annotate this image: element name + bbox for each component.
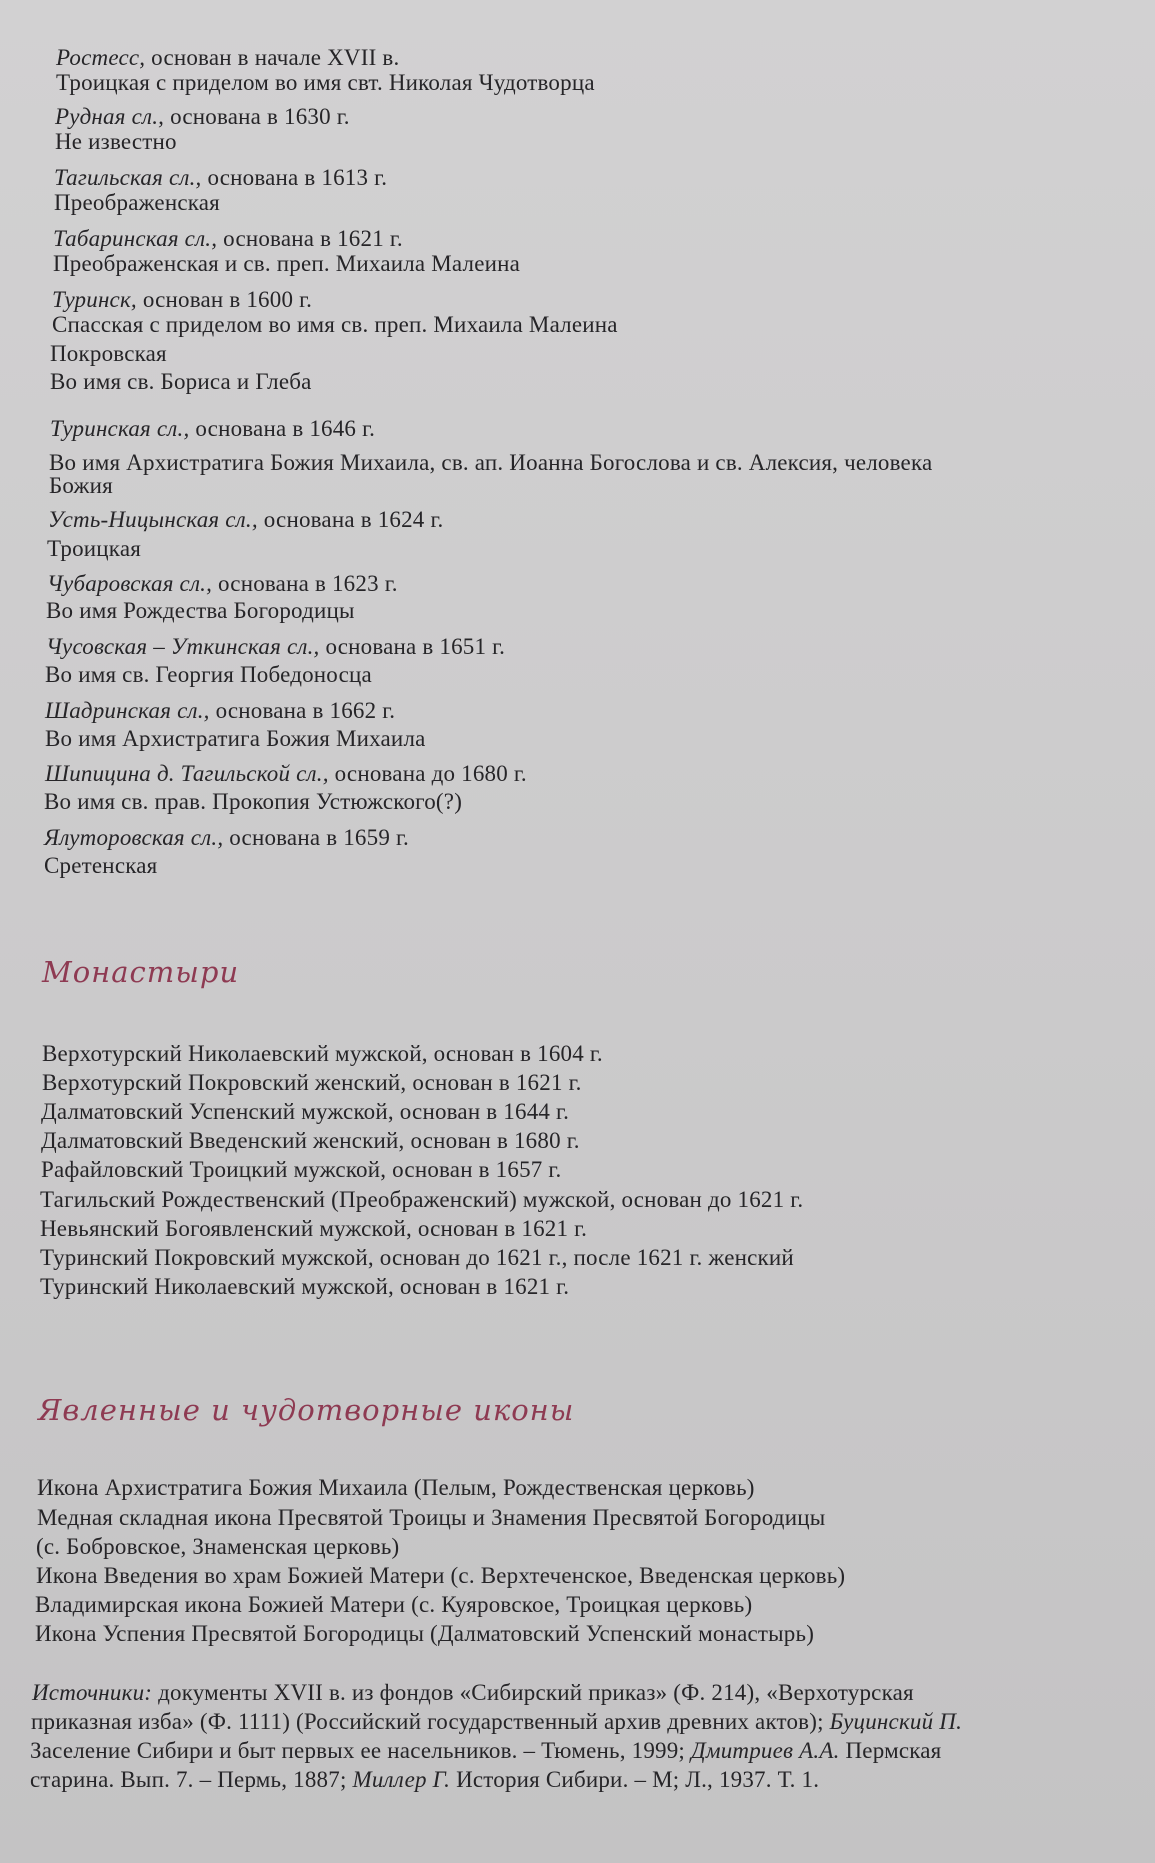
settlement-founded: основана в 1651 г. (325, 634, 506, 659)
settlement-name: Туринская сл., (50, 416, 190, 441)
settlement-header (50, 415, 375, 443)
icon-item: (с. Бобровское, Знаменская церковь) (36, 1534, 400, 1559)
monasteries-heading: Монастыри (42, 955, 240, 989)
settlement-founded: основана в 1659 г. (229, 825, 409, 850)
monastery-item: Невьянский Богоявленский мужской, основан в 1621 г. (40, 1216, 588, 1241)
church-line: Во имя св. Георгия Победоносца (45, 662, 372, 687)
monastery-item: Туринский Покровский мужской, основан до 1621 г., после 1621 г. женский (40, 1245, 794, 1270)
settlement-founded: основан в 1600 г. (142, 287, 313, 312)
settlement-founded: основана до 1680 г. (334, 761, 527, 786)
settlement-header (45, 760, 527, 788)
icon-item: Икона Архистратига Божия Михаила (Пелым, Рождественская церковь) (37, 1475, 755, 1500)
settlement-founded: основана в 1623 г. (218, 571, 398, 596)
monastery-item: Верхотурский Покровский женский, основан в 1621 г. (42, 1070, 582, 1095)
monastery-item: Далматовский Введенский женский, основан в 1680 г. (41, 1128, 580, 1153)
icon-item: Медная складная икона Пресвятой Троицы и Знамения Пресвятой Богородицы (37, 1505, 826, 1530)
settlement-founded: основана в 1646 г. (195, 416, 376, 441)
icon-item: Икона Введения во храм Божией Матери (с. Верхтеченское, Введенская церковь) (36, 1563, 846, 1588)
settlement-name: Чусовская – Уткинская сл., (46, 634, 320, 659)
church-line: Не известно (55, 129, 177, 154)
settlement-founded: основана в 1621 г. (223, 226, 403, 251)
settlement-header (47, 570, 398, 598)
sources-seg: Буцинский П. (829, 1709, 963, 1734)
settlement-name: Усть-Ницынская сл., (48, 507, 258, 532)
icon-item: Икона Успения Пресвятой Богородицы (Далматовский Успенский монастырь) (35, 1621, 815, 1646)
sources-seg: Пермская (839, 1738, 942, 1763)
monastery-item: Рафайловский Троицкий мужской, основан в 1657 г. (41, 1157, 562, 1182)
settlement-name: Ялуторовская сл., (44, 825, 224, 850)
church-line: Преображенская и св. преп. Михаила Малеина (53, 251, 521, 276)
icons-heading: Явленные и чудотворные иконы (38, 1393, 575, 1427)
church-line: Преображенская (54, 190, 220, 215)
settlement-name: Тагильская сл., (54, 165, 202, 190)
church-line: Троицкая с приделом во имя свт. Николая Чудотворца (56, 70, 595, 95)
sources-line (30, 1766, 819, 1794)
settlement-header (55, 103, 350, 131)
church-line: Покровская (50, 341, 167, 366)
settlement-name: Шипицина д. Тагильской сл., (45, 761, 329, 786)
sources-seg: приказная изба» (Ф. 1111) (Российский государственный архив древних актов); (31, 1709, 830, 1734)
church-line: Троицкая (47, 536, 142, 561)
settlement-name: Туринск, (52, 287, 137, 312)
settlement-header (54, 164, 387, 192)
settlement-founded: основана в 1630 г. (170, 104, 350, 129)
settlement-name: Шадринская сл., (45, 698, 210, 723)
sources-line (31, 1708, 962, 1736)
settlement-header (56, 44, 399, 72)
sources-seg: Миллер Г. (352, 1767, 451, 1792)
monastery-item: Верхотурский Николаевский мужской, основан в 1604 г. (42, 1041, 603, 1066)
settlement-name: Табаринская сл., (53, 226, 218, 251)
settlement-header (44, 824, 409, 852)
settlement-name: Чубаровская сл., (47, 571, 213, 596)
sources-seg: История Сибири. – М; Л., 1937. Т. 1. (450, 1767, 820, 1792)
sources-seg: Дмитриев А.А. (690, 1738, 840, 1763)
settlement-header (53, 225, 403, 253)
church-line: Во имя Архистратига Божия Михаила, св. ап. Иоанна Богослова и св. Алексия, человека (49, 450, 933, 475)
sources-seg: старина. Вып. 7. – Пермь, 1887; (30, 1767, 353, 1792)
sources-line (32, 1679, 914, 1707)
settlement-founded: основана в 1624 г. (263, 507, 444, 532)
settlement-header (46, 633, 505, 661)
church-line: Спасская с приделом во имя св. преп. Михаила Малеина (52, 312, 618, 337)
sources-seg: Источники: (32, 1680, 153, 1705)
church-line: Во имя св. прав. Прокопия Устюжского(?) (44, 789, 463, 814)
icon-item: Владимирская икона Божией Матери (с. Куяровское, Троицкая церковь) (35, 1592, 753, 1617)
settlement-founded: основан в начале XVII в. (151, 45, 400, 70)
sources-seg: документы XVII в. из фондов «Сибирский приказ» (Ф. 214), «Верхотурская (152, 1680, 914, 1705)
monastery-item: Далматовский Успенский мужской, основан в 1644 г. (41, 1099, 570, 1124)
settlement-founded: основана в 1613 г. (207, 165, 388, 190)
church-line: Во имя Архистратига Божия Михаила (45, 726, 426, 751)
settlement-header (52, 286, 312, 314)
church-line: Божия (49, 473, 113, 498)
settlement-header (48, 506, 443, 534)
monastery-item: Туринский Николаевский мужской, основан в 1621 г. (40, 1274, 570, 1299)
settlement-founded: основана в 1662 г. (215, 698, 396, 723)
sources-seg: Заселение Сибири и быт первых ее насельников. – Тюмень, 1999; (30, 1738, 691, 1763)
church-line: Во имя Рождества Богородицы (46, 598, 355, 623)
church-line: Во имя св. Бориса и Глеба (50, 369, 312, 394)
church-line: Сретенская (44, 853, 158, 878)
settlement-name: Ростесс, (56, 45, 146, 70)
settlement-header (45, 697, 395, 725)
sources-line (30, 1737, 941, 1765)
settlement-name: Рудная сл., (55, 104, 165, 129)
monastery-item: Тагильский Рождественский (Преображенский) мужской, основан до 1621 г. (40, 1187, 804, 1212)
